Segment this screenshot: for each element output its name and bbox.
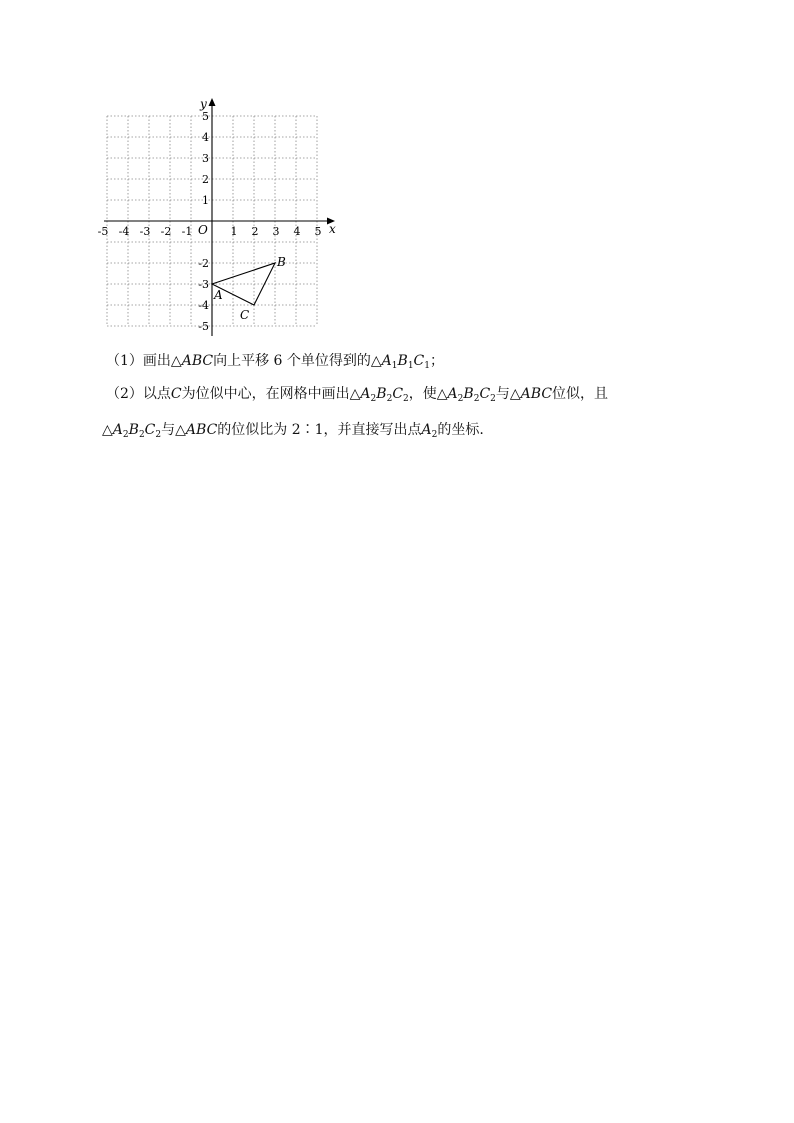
q2-b2b: B [463,386,474,402]
q2-a2c-sub: 2 [122,430,129,440]
y-tick-label: 5 [202,110,209,123]
origin-label: O [198,223,208,237]
q2-text-1: 以点 [142,386,171,402]
q1-text-2: 向上平移 6 个单位得到的△ [213,353,382,369]
y-tick-label: 2 [202,173,209,186]
q2-c2b: C [479,386,491,402]
q2-c2: C [392,386,404,402]
x-tick-label: 1 [230,225,238,238]
x-tick-labels [98,225,322,238]
q2-a2: A [360,386,371,402]
q2-abc-2: ABC [185,422,218,438]
q2-b2: B [376,386,387,402]
vertex-label-c: C [240,308,250,322]
q2-a2b: A [447,386,458,402]
question-2-line-2 [102,419,484,441]
q2-a2-point-sub: 2 [431,430,438,440]
y-tick-label: 1 [202,194,209,207]
y-tick-label: -5 [198,320,209,333]
q2-text-8: 的位似比为 2∶1，并直接写出点 [217,422,422,438]
q1-a1: A [381,353,392,369]
q2-text-5: 位似，且 [552,386,609,402]
x-tick-label: 4 [293,225,301,238]
y-tick-label: 3 [202,152,209,165]
q2-a2-point: A [421,422,432,438]
q2-b2b-sub: 2 [473,394,480,404]
q2-b2c: B [128,422,139,438]
q1-c1: C [413,353,425,369]
q2-a2c: A [112,422,123,438]
q2-center-c: C [170,386,182,402]
q1-end: ； [430,353,444,369]
vertex-label-b: B [277,255,286,269]
y-tick-label: 4 [202,131,209,144]
q2-text-7: 与△ [161,422,186,438]
q2-b2c-sub: 2 [138,430,145,440]
q2-b2-sub: 2 [386,394,393,404]
q2-text-2: 为位似中心，在网格中画出△ [181,386,361,402]
q1-text-1: 画出△ [142,353,182,369]
y-tick-label: -4 [198,299,209,312]
q2-text-9: 的坐标. [437,422,484,438]
y-tick-label: -3 [198,278,209,291]
x-axis-label: x [329,222,336,236]
coordinate-grid-svg [96,94,336,344]
x-tick-label: 2 [251,225,259,238]
y-axis-arrow [209,98,216,106]
q2-a2-sub: 2 [370,394,377,404]
q1-triangle-abc: ABC [181,353,214,369]
q1-c1-sub: 1 [424,361,430,371]
question-1 [106,350,444,372]
q1-b1-sub: 1 [407,361,414,371]
x-tick-label: -2 [160,225,172,238]
x-tick-label: 3 [272,225,280,238]
q1-a1-sub: 1 [391,361,398,371]
x-tick-label: -3 [139,225,151,238]
q2-text-3: ，使△ [408,386,448,402]
x-tick-label: -5 [97,225,109,238]
y-tick-label: -2 [198,257,209,270]
x-tick-label: 5 [314,225,322,238]
q2-a2b-sub: 2 [457,394,464,404]
x-tick-label: -1 [181,225,193,238]
q2-text-4: 与△ [495,386,521,402]
y-axis-label: y [200,97,207,111]
q1-b1: B [397,353,408,369]
q2-c2c: C [144,422,156,438]
vertex-label-a: A [214,288,223,302]
coordinate-grid-figure [96,94,336,344]
question-2-line-1 [106,383,608,405]
q2-c2-sub: 2 [403,394,409,404]
q2-number: （2） [106,386,143,402]
q2-text-6: △ [102,422,113,438]
q1-number: （1） [106,353,143,369]
q2-abc: ABC [520,386,553,402]
q2-c2c-sub: 2 [155,430,162,440]
x-tick-label: -4 [118,225,130,238]
q2-c2b-sub: 2 [490,394,496,404]
